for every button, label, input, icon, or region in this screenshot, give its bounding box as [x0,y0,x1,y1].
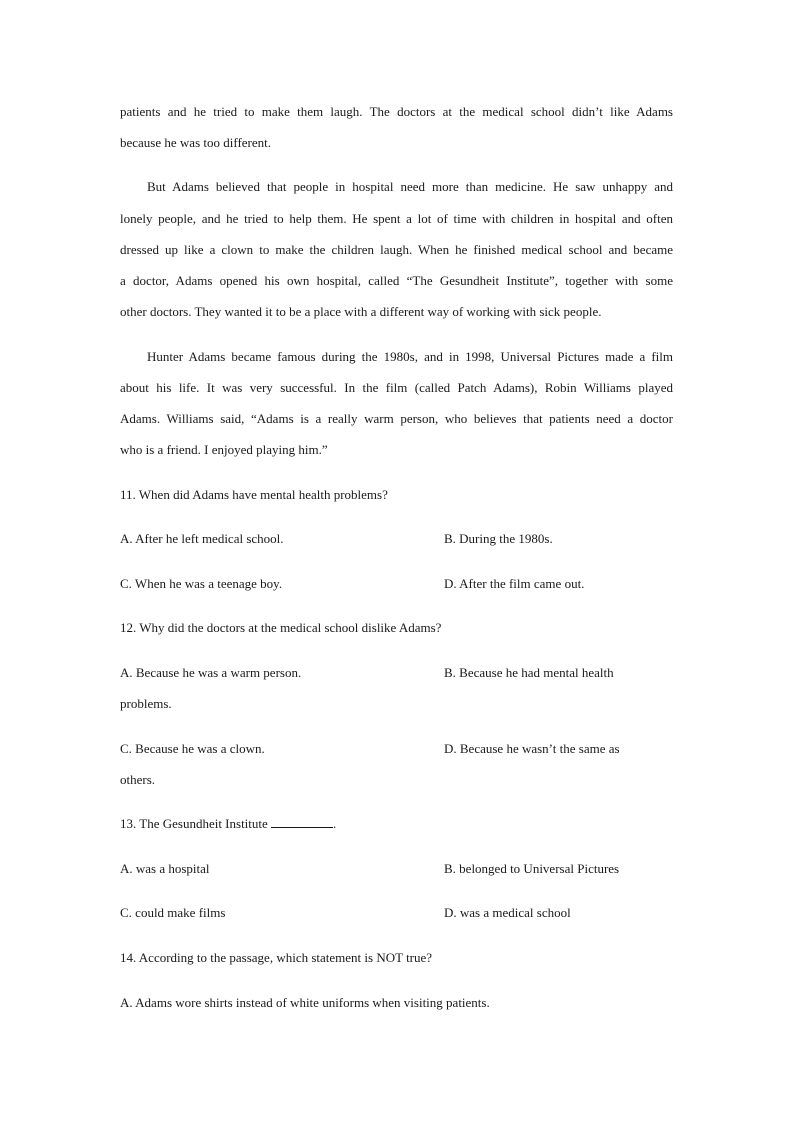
option-b: B. Because he had mental health [444,665,614,680]
question-stem-end: . [333,816,337,831]
option-b: B. belonged to Universal Pictures [444,861,620,876]
option-c: C. could make films [120,905,226,920]
passage-line: But Adams believed that people in hospital need more than medicine. He saw unhappy and [147,179,673,194]
question-stem [120,816,673,832]
question-stem: 11. When did Adams have mental health problems? [120,487,388,502]
passage-line: patients and he tried to make them laugh. The doctors at the medical school didn’t like Adams [120,104,673,119]
option-a: A. Adams wore shirts instead of white uniforms when visiting patients. [120,995,490,1010]
option-d: D. Because he wasn’t the same as [444,741,620,756]
passage-line: about his life. It was very successful. In the film (called Patch Adams), Robin Williams played [120,380,673,395]
passage-line: dressed up like a clown to make the children laugh. When he finished medical school and became [120,242,673,257]
question-stem: 12. Why did the doctors at the medical school dislike Adams? [120,620,442,635]
option-d: D. was a medical school [444,905,571,920]
option-d-continued: others. [120,772,156,787]
passage-line: because he was too different. [120,135,272,150]
option-b: B. During the 1980s. [444,531,553,546]
passage-line: Adams. Williams said, “Adams is a really warm person, who believes that patients need a doctor [120,411,673,426]
passage-line: Hunter Adams became famous during the 1980s, and in 1998, Universal Pictures made a film [147,349,673,364]
passage-line: other doctors. They wanted it to be a place with a different way of working with sick people. [120,304,602,319]
option-b-continued: problems. [120,696,172,711]
passage-line: who is a friend. I enjoyed playing him.” [120,442,328,457]
option-a: A. After he left medical school. [120,531,284,546]
option-c: C. Because he was a clown. [120,741,265,756]
answer-blank [271,816,333,828]
option-a: A. was a hospital [120,861,210,876]
option-d: D. After the film came out. [444,576,585,591]
document-page [120,0,673,1123]
question-stem: 14. According to the passage, which statement is NOT true? [120,950,433,965]
passage-line: a doctor, Adams opened his own hospital, called “The Gesundheit Institute”, together with some [120,273,673,288]
option-c: C. When he was a teenage boy. [120,576,283,591]
option-a: A. Because he was a warm person. [120,665,302,680]
question-stem-text: 13. The Gesundheit Institute [120,816,268,831]
passage-line: lonely people, and he tried to help them. He spent a lot of time with children in hospital and often [120,211,673,226]
